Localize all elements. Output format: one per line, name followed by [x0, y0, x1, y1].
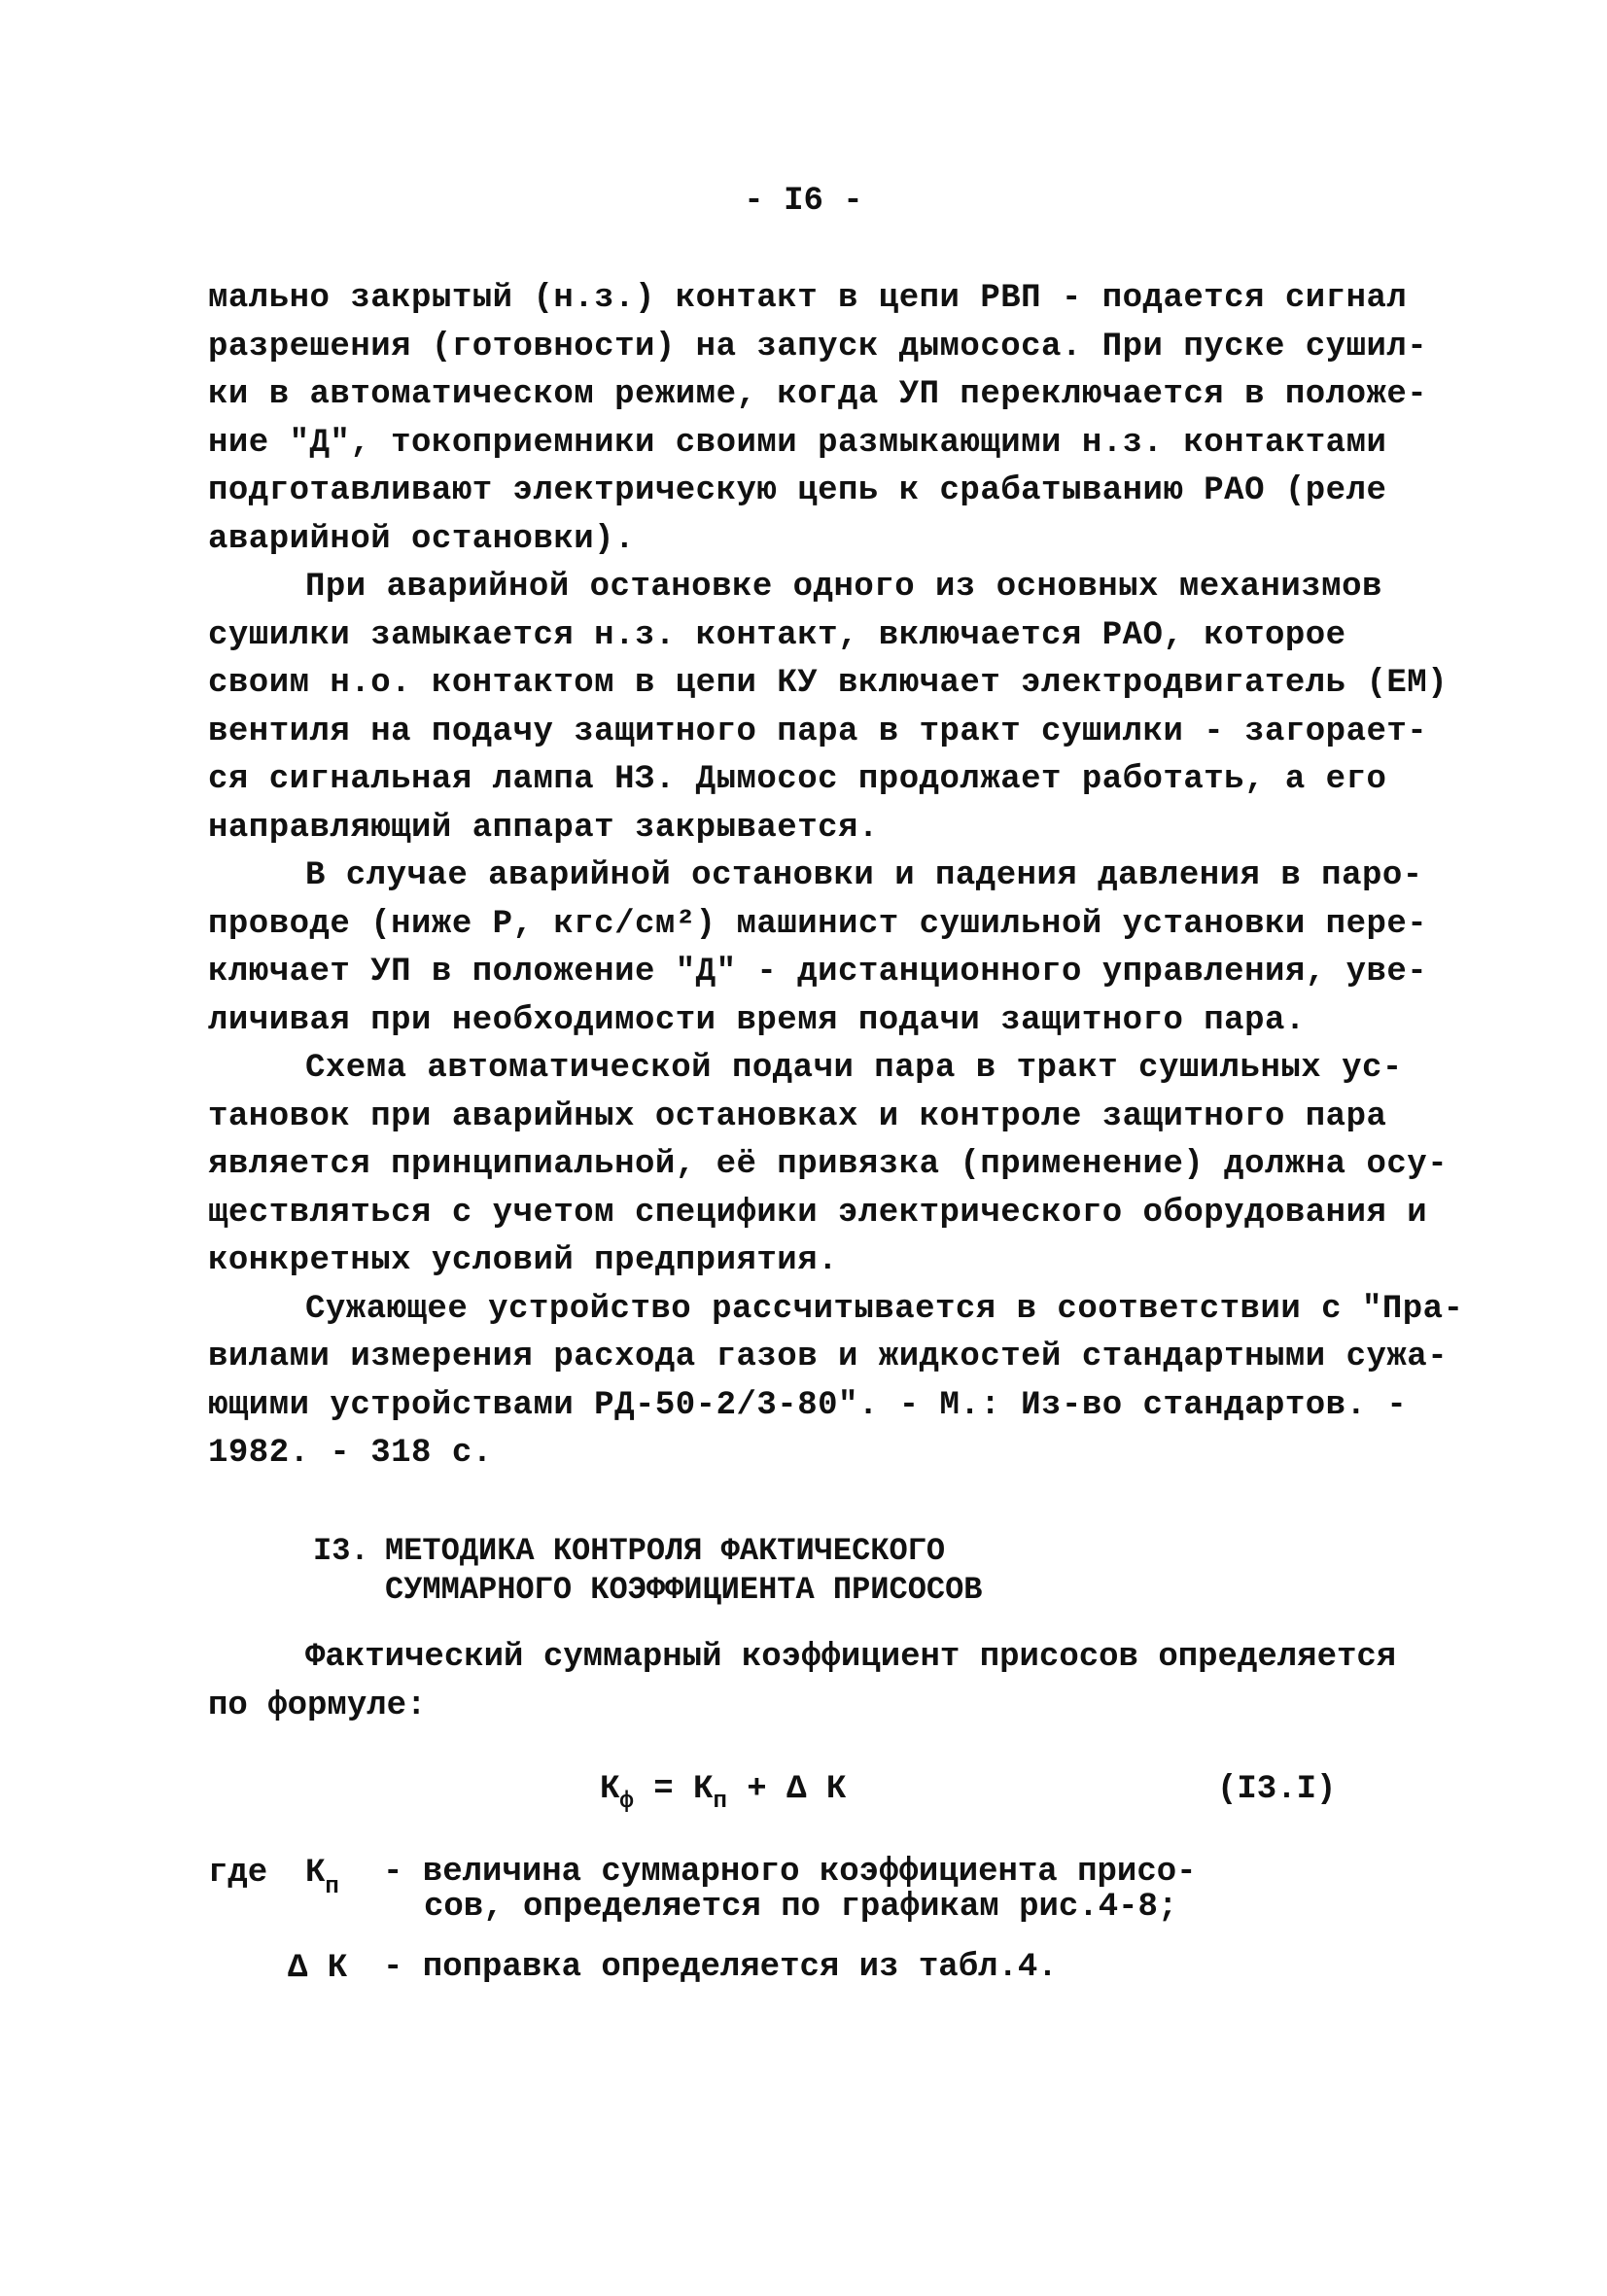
- formula-intro: [208, 1633, 1396, 1730]
- body-line: вилами измерения расхода газов и жидкостей стандартными сужа-: [208, 1339, 1449, 1375]
- body-line: В случае аварийной остановки и падения давления в паро-: [305, 857, 1423, 894]
- body-line: своим н.о. контактом в цепи КУ включает электродвигатель (ЕМ): [208, 665, 1449, 702]
- definition-text-line2: сов, определяется по графикам рис.4-8;: [424, 1889, 1178, 1926]
- body-line: аварийной остановки).: [208, 520, 635, 558]
- formula-equals: =: [633, 1771, 694, 1808]
- definition-symbol: [305, 1855, 339, 1900]
- formula: [600, 1771, 846, 1815]
- body-line: ки в автоматическом режиме, когда УП переключается в положе-: [208, 376, 1428, 413]
- page-number: - I6 -: [744, 183, 863, 220]
- definition-symbol-sub: п: [325, 1874, 339, 1900]
- where-label: где: [208, 1855, 268, 1892]
- body-line: мально закрытый (н.з.) контакт в цепи РВП - подается сигнал: [208, 280, 1408, 317]
- body-line: вентиля на подачу защитного пара в тракт сушилки - загорает-: [208, 713, 1428, 750]
- body-line: проводе (ниже Р, кгс/см²) машинист сушильной установки пере-: [208, 905, 1428, 943]
- body-line: ние "Д", токоприемники своими размыкающими н.з. контактами: [208, 424, 1387, 462]
- section-heading-line1: [313, 1532, 983, 1571]
- formula-term1-sub: п: [713, 1789, 727, 1815]
- body-line: Схема автоматической подачи пара в тракт сушильных ус-: [305, 1050, 1403, 1087]
- body-line: 1982. - 318 с.: [208, 1435, 493, 1472]
- body-line: конкретных условий предприятия.: [208, 1242, 839, 1279]
- section-number: I3.: [313, 1533, 369, 1569]
- body-line: ся сигнальная лампа НЗ. Дымосос продолжает работать, а его: [208, 761, 1387, 798]
- section-title-line2: СУММАРНОГО КОЭФФИЦИЕНТА ПРИСОСОВ: [385, 1572, 983, 1608]
- definition-text-line1: - поправка определяется из табл.4.: [383, 1949, 1058, 1986]
- definition-text: [383, 1950, 1058, 1985]
- definition-text: [383, 1855, 1197, 1925]
- intro-line1: Фактический суммарный коэффициент присосов определяется: [305, 1639, 1397, 1676]
- body-line: При аварийной остановке одного из основных механизмов: [305, 569, 1382, 606]
- formula-number: (I3.I): [1217, 1771, 1337, 1808]
- body-text: [208, 275, 1464, 1478]
- formula-plus: +: [726, 1771, 787, 1808]
- body-line: ющими устройствами РД-50-2/3-80". - М.: Из-во стандартов. -: [208, 1386, 1408, 1424]
- definition-symbol: Δ К: [288, 1950, 348, 1987]
- body-line: ществляться с учетом специфики электрического оборудования и: [208, 1194, 1428, 1232]
- body-line: тановок при аварийных остановках и контроле защитного пара: [208, 1097, 1387, 1135]
- body-line: личивая при необходимости время подачи защитного пара.: [208, 1001, 1306, 1039]
- definition-symbol-main: К: [305, 1855, 326, 1892]
- formula-lhs: К: [600, 1771, 620, 1808]
- intro-line2: по формуле:: [208, 1687, 427, 1724]
- body-line: ключает УП в положение "Д" - дистанционного управления, уве-: [208, 954, 1428, 991]
- body-line: разрешения (готовности) на запуск дымососа. При пуске сушил-: [208, 328, 1428, 365]
- formula-term1: К: [693, 1771, 714, 1808]
- formula-term2: Δ К: [786, 1771, 847, 1808]
- section-title-line1: МЕТОДИКА КОНТРОЛЯ ФАКТИЧЕСКОГО: [385, 1533, 946, 1569]
- body-line: подготавливают электрическую цепь к срабатыванию РАО (реле: [208, 472, 1387, 509]
- body-line: является принципиальной, её привязка (применение) должна осу-: [208, 1146, 1449, 1183]
- body-line: сушилки замыкается н.з. контакт, включается РАО, которое: [208, 616, 1346, 654]
- section-heading: [313, 1532, 983, 1610]
- body-line: Сужающее устройство рассчитывается в соответствии с "Пра-: [305, 1290, 1464, 1328]
- formula-lhs-sub: ф: [619, 1789, 634, 1815]
- definition-text-line1: - величина суммарного коэффициента присо-: [383, 1854, 1197, 1891]
- body-line: направляющий аппарат закрывается.: [208, 809, 879, 847]
